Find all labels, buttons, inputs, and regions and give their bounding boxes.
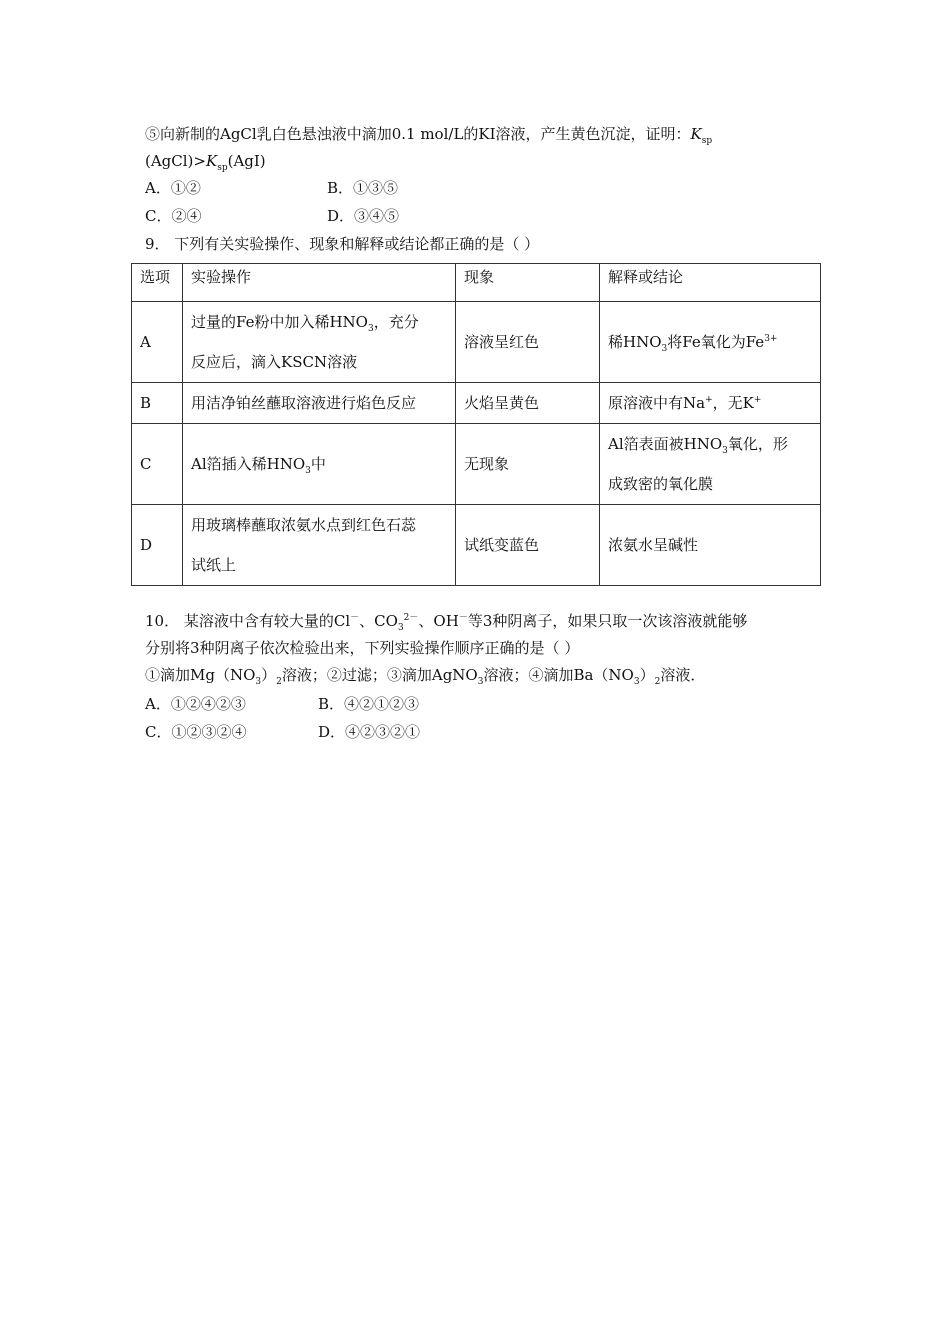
q9-table [131,263,821,586]
row-a-operation [183,302,456,383]
table-row [132,383,821,424]
q8-item5-text: ⑤向新制的AgCl乳白色悬浊液中滴加0.1 mol/L的KI溶液，产生黄色沉淀，证明： [145,125,691,143]
q8-item5-agi: (AgI) [227,152,266,170]
q10-stem-c: 、OH [418,612,459,630]
header-phenomenon: 现象 [456,264,600,302]
row-d-conclusion: 浓氨水呈碱性 [600,505,821,586]
row-a-op-sub: 3 [367,324,374,334]
row-a-phenomenon: 溶液呈红色 [456,302,600,383]
ksp-sub: sp [701,136,713,146]
table-header-row [132,264,821,302]
q10-option-d: D．④②③②① [318,723,421,741]
q9-stem: 9． 下列有关实验操作、现象和解释或结论都正确的是（ ） [145,235,540,253]
row-a-con-b: 将Fe氧化为Fe [667,333,765,351]
q10-sub: 3 [397,623,404,633]
row-c-con-sub: 3 [722,446,728,456]
header-conclusion: 解释或结论 [600,264,821,302]
q10-option-b: B．④②①②③ [318,695,420,713]
row-c-conclusion [600,424,821,505]
ksp-k: K [690,125,702,143]
table-row [132,302,821,383]
q10-stem-line1 [145,611,747,631]
q10-steps-f: 溶液． [660,666,706,684]
row-c-op-sub: 3 [305,466,311,476]
row-d-op-line2: 试纸上 [191,556,237,574]
q10-steps-c: 溶液；②过滤；③滴加AgNO [281,666,478,684]
row-b-option: B [132,383,183,424]
ksp-sub-2: sp [217,163,228,173]
row-b-conclusion [600,383,821,424]
q10-sup3: － [458,613,468,623]
q10-steps-e: ） [639,666,655,684]
q8-option-b: B．①③⑤ [327,179,399,197]
q10-sup1: － [350,613,360,623]
row-a-con-a: 稀HNO [608,333,662,351]
q10-option-c: C．①②③②④ [145,723,247,741]
row-b-con-b: ，无K [712,394,754,412]
row-a-op-text: 过量的Fe粉中加入稀HNO [191,313,368,331]
q10-steps-sub3: 3 [477,677,484,687]
q10-sup2: 2－ [403,613,419,623]
row-a-conclusion [600,302,821,383]
row-b-operation: 用洁净铂丝蘸取溶液进行焰色反应 [183,383,456,424]
row-a-op-line2: 反应后，滴入KSCN溶液 [191,353,358,371]
row-b-phenomenon: 火焰呈黄色 [456,383,600,424]
q10-steps-sub1: 3 [255,677,262,687]
header-operation: 实验操作 [183,264,456,302]
row-d-operation [183,505,456,586]
ksp-k-2: K [205,152,218,170]
q10-steps-sub4: 3 [633,677,640,687]
row-a-op-text-b: ，充分 [373,313,419,331]
row-c-op-a: Al箔插入稀HNO [191,455,306,473]
row-b-con-sup2: + [753,395,762,405]
q10-option-a: A．①②④②③ [145,695,246,713]
q10-steps [145,665,705,685]
q10-stem-d: 等3种阴离子，如果只取一次该溶液就能够 [467,612,748,630]
row-d-op-line1: 用玻璃棒蘸取浓氨水点到红色石蕊 [191,516,417,534]
row-c-phenomenon: 无现象 [456,424,600,505]
table-row [132,424,821,505]
header-option: 选项 [132,264,183,302]
q8-option-d: D．③④⑤ [327,207,400,225]
q10-steps-a: ①滴加Mg（NO [145,666,256,684]
q10-steps-sub5: 2 [654,677,661,687]
q8-option-c: C．②④ [145,207,202,225]
q8-item5-agcl: (AgCl)> [145,152,206,170]
row-c-con-b: 氧化，形 [727,435,788,453]
q8-option-a: A．①② [145,179,201,197]
q10-steps-b: ） [261,666,277,684]
table-row [132,505,821,586]
q10-stem-b: 、CO [359,612,398,630]
row-c-con-a: Al箔表面被HNO [608,435,723,453]
q10-steps-sub2: 2 [276,677,282,687]
row-c-op-b: 中 [310,455,326,473]
row-c-operation [183,424,456,505]
row-a-con-sub: 3 [661,344,668,354]
q10-stem-a: 10． 某溶液中含有较大量的Cl [145,612,351,630]
row-c-con-line2: 成致密的氧化膜 [608,475,714,493]
row-a-con-sup: 3+ [764,334,778,344]
q10-steps-d: 溶液；④滴加Ba（NO [483,666,634,684]
row-d-phenomenon: 试纸变蓝色 [456,505,600,586]
row-b-con-a: 原溶液中有Na [608,394,706,412]
row-d-option: D [132,505,183,586]
row-b-con-sup1: + [705,395,713,405]
q10-stem-line2: 分别将3种阴离子依次检验出来，下列实验操作顺序正确的是（ ） [145,639,580,657]
row-c-option: C [132,424,183,505]
q8-item5-line1 [145,124,712,144]
q8-item5-line2 [145,151,266,171]
row-a-option: A [132,302,183,383]
